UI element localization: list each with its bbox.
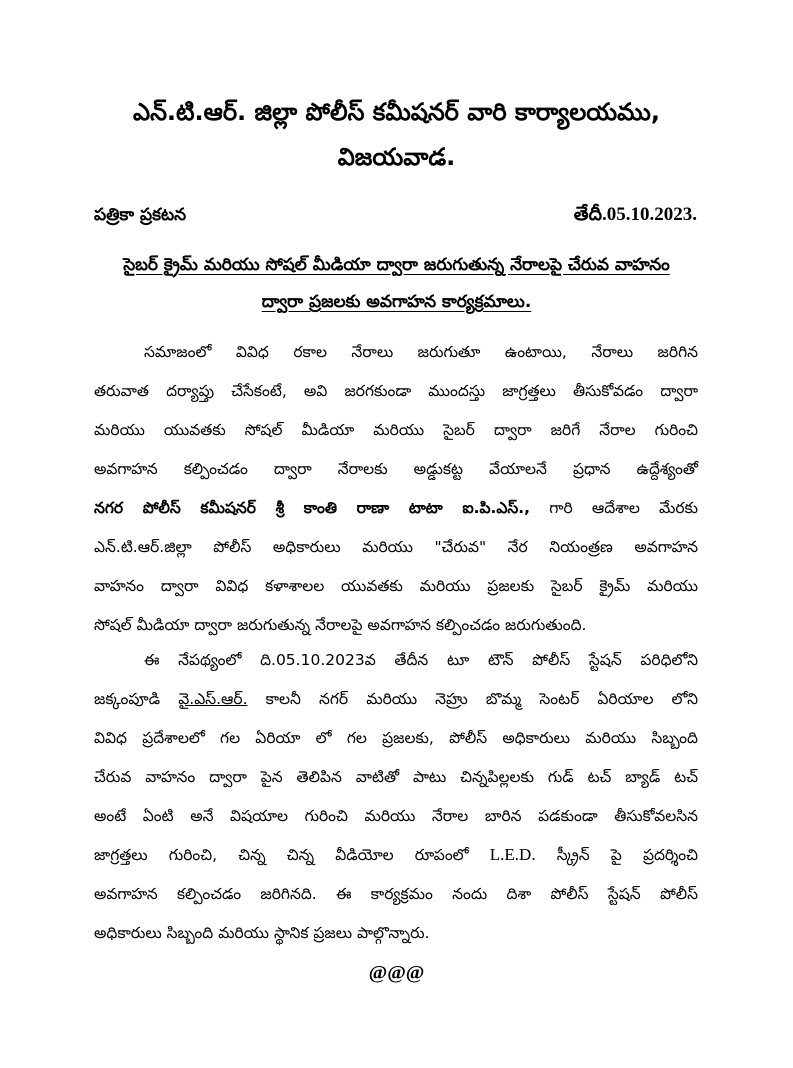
paragraph-1-line <box>94 496 698 520</box>
paragraph-2-line2-pre: జక్కంపూడి <box>94 690 179 708</box>
paragraph-2-line: ఈ నేపథ్యంలో ది.05.10.2023వ తేదీన టూ టౌన్ పోలీస్ స్టేషన్ పరిధిలోని <box>144 651 698 669</box>
paragraph-1-line5-rest: గారి ఆదేశాల మేరకు <box>530 499 699 517</box>
paragraph-2-line <box>94 687 698 711</box>
paragraph-1-line: సమాజంలో వివిధ రకాల నేరాలు జరుగుతూ ఉంటాయి, నేరాలు జరిగిన <box>144 343 698 361</box>
subject-line1 <box>60 253 733 277</box>
release-date: తేదీ.05.10.2023. <box>573 204 697 225</box>
paragraph-2-line: అధికారులు సిబ్బంది మరియు స్థానిక ప్రజలు పాల్గొన్నారు. <box>94 924 430 942</box>
commissioner-name: నగర పోలీస్ కమీషనర్ శ్రీ కాంతి రాణా టాటా ఐ.పి.ఎస్., <box>94 499 531 517</box>
paragraph-2-line6-pre: జాగ్రత్తలు గురించి, చిన్న చిన్న వీడియోల రూపంలో <box>94 846 490 864</box>
subject-line2 <box>60 290 733 314</box>
office-title-line2: విజయవాడ. <box>337 143 456 171</box>
paragraph-1-line: మరియు యువతకు సోషల్ మీడియా మరియు సైబర్ ద్వారా జరిగే నేరాల గురించి <box>94 421 698 439</box>
paragraph-1-line: ఎన్.టి.ఆర్.జిల్లా పోలీస్ అధికారులు మరియు "చేరువ" నేర నియంత్రణ అవగాహన <box>94 538 698 556</box>
office-title-line1: ఎన్.టి.ఆర్. జిల్లా పోలీస్ కమీషనర్ వారి కార్యాలయము, <box>133 98 660 126</box>
paragraph-2-line: చేరువ వాహనం ద్వారా పైన తెలిపిన వాటితో పాటు చిన్నపిల్లలకు గుడ్ టచ్ బ్యాడ్ టచ్ <box>94 768 698 786</box>
press-release-label: పత్రికా ప్రకటన <box>94 205 187 225</box>
paragraph-2-line: అవగాహన కల్పించడం జరిగినది. ఈ కార్యక్రమం నందు దిశా పోలీస్ స్టేషన్ పోలీస్ <box>94 885 698 903</box>
signoff-marker: @@@ <box>368 962 425 984</box>
subject-line1-text: సైబర్ క్రైమ్ మరియు సోషల్ మీడియా ద్వారా జరుగుతున్న నేరాలపై చేరువ వాహనం <box>123 255 670 275</box>
paragraph-2-line <box>94 843 698 867</box>
subject-line2-text: ద్వారా ప్రజలకు అవగాహన కార్యక్రమాలు. <box>261 292 532 312</box>
paragraph-1-line: సోషల్ మీడియా ద్వారా జరుగుతున్న నేరాలపై అవగాహన కల్పించడం జరుగుతుంది. <box>94 616 587 634</box>
paragraph-2-line6-post: స్క్రీన్ పై ప్రదర్శించి <box>535 846 698 864</box>
paragraph-1-line: తరువాత దర్యాప్తు చేసేకంటే, అవి జరగకుండా ముందస్తు జాగ్రత్తలు తీసుకోవడం ద్వారా <box>94 382 698 400</box>
paragraph-2-line2-post: కాలనీ నగర్ మరియు నెహ్రు బొమ్మ సెంటర్ ఏరియాల లోని <box>247 690 698 708</box>
paragraph-2-line: వివిధ ప్రదేశాలలో గల ఏరియా లో గల ప్రజలకు, పోలీస్ అధికారులు మరియు సిబ్బంది <box>94 729 698 747</box>
ysr-underlined: వై.ఎస్.ఆర్. <box>178 690 248 708</box>
paragraph-2-line: అంటే ఏంటి అనే విషయాల గురించి మరియు నేరాల బారిన పడకుండా తీసుకోవలసిన <box>94 807 698 825</box>
paragraph-1-line: వాహనం ద్వారా వివిధ కళాశాలల యువతకు మరియు ప్రజలకు సైబర్ క్రైమ్ మరియు <box>94 577 698 595</box>
led-text: L.E.D. <box>489 845 536 864</box>
paragraph-1-line: అవగాహన కల్పించడం ద్వారా నేరాలకు అడ్డుకట్ట వేయాలనే ప్రధాన ఉద్దేశ్యంతో <box>94 460 698 478</box>
